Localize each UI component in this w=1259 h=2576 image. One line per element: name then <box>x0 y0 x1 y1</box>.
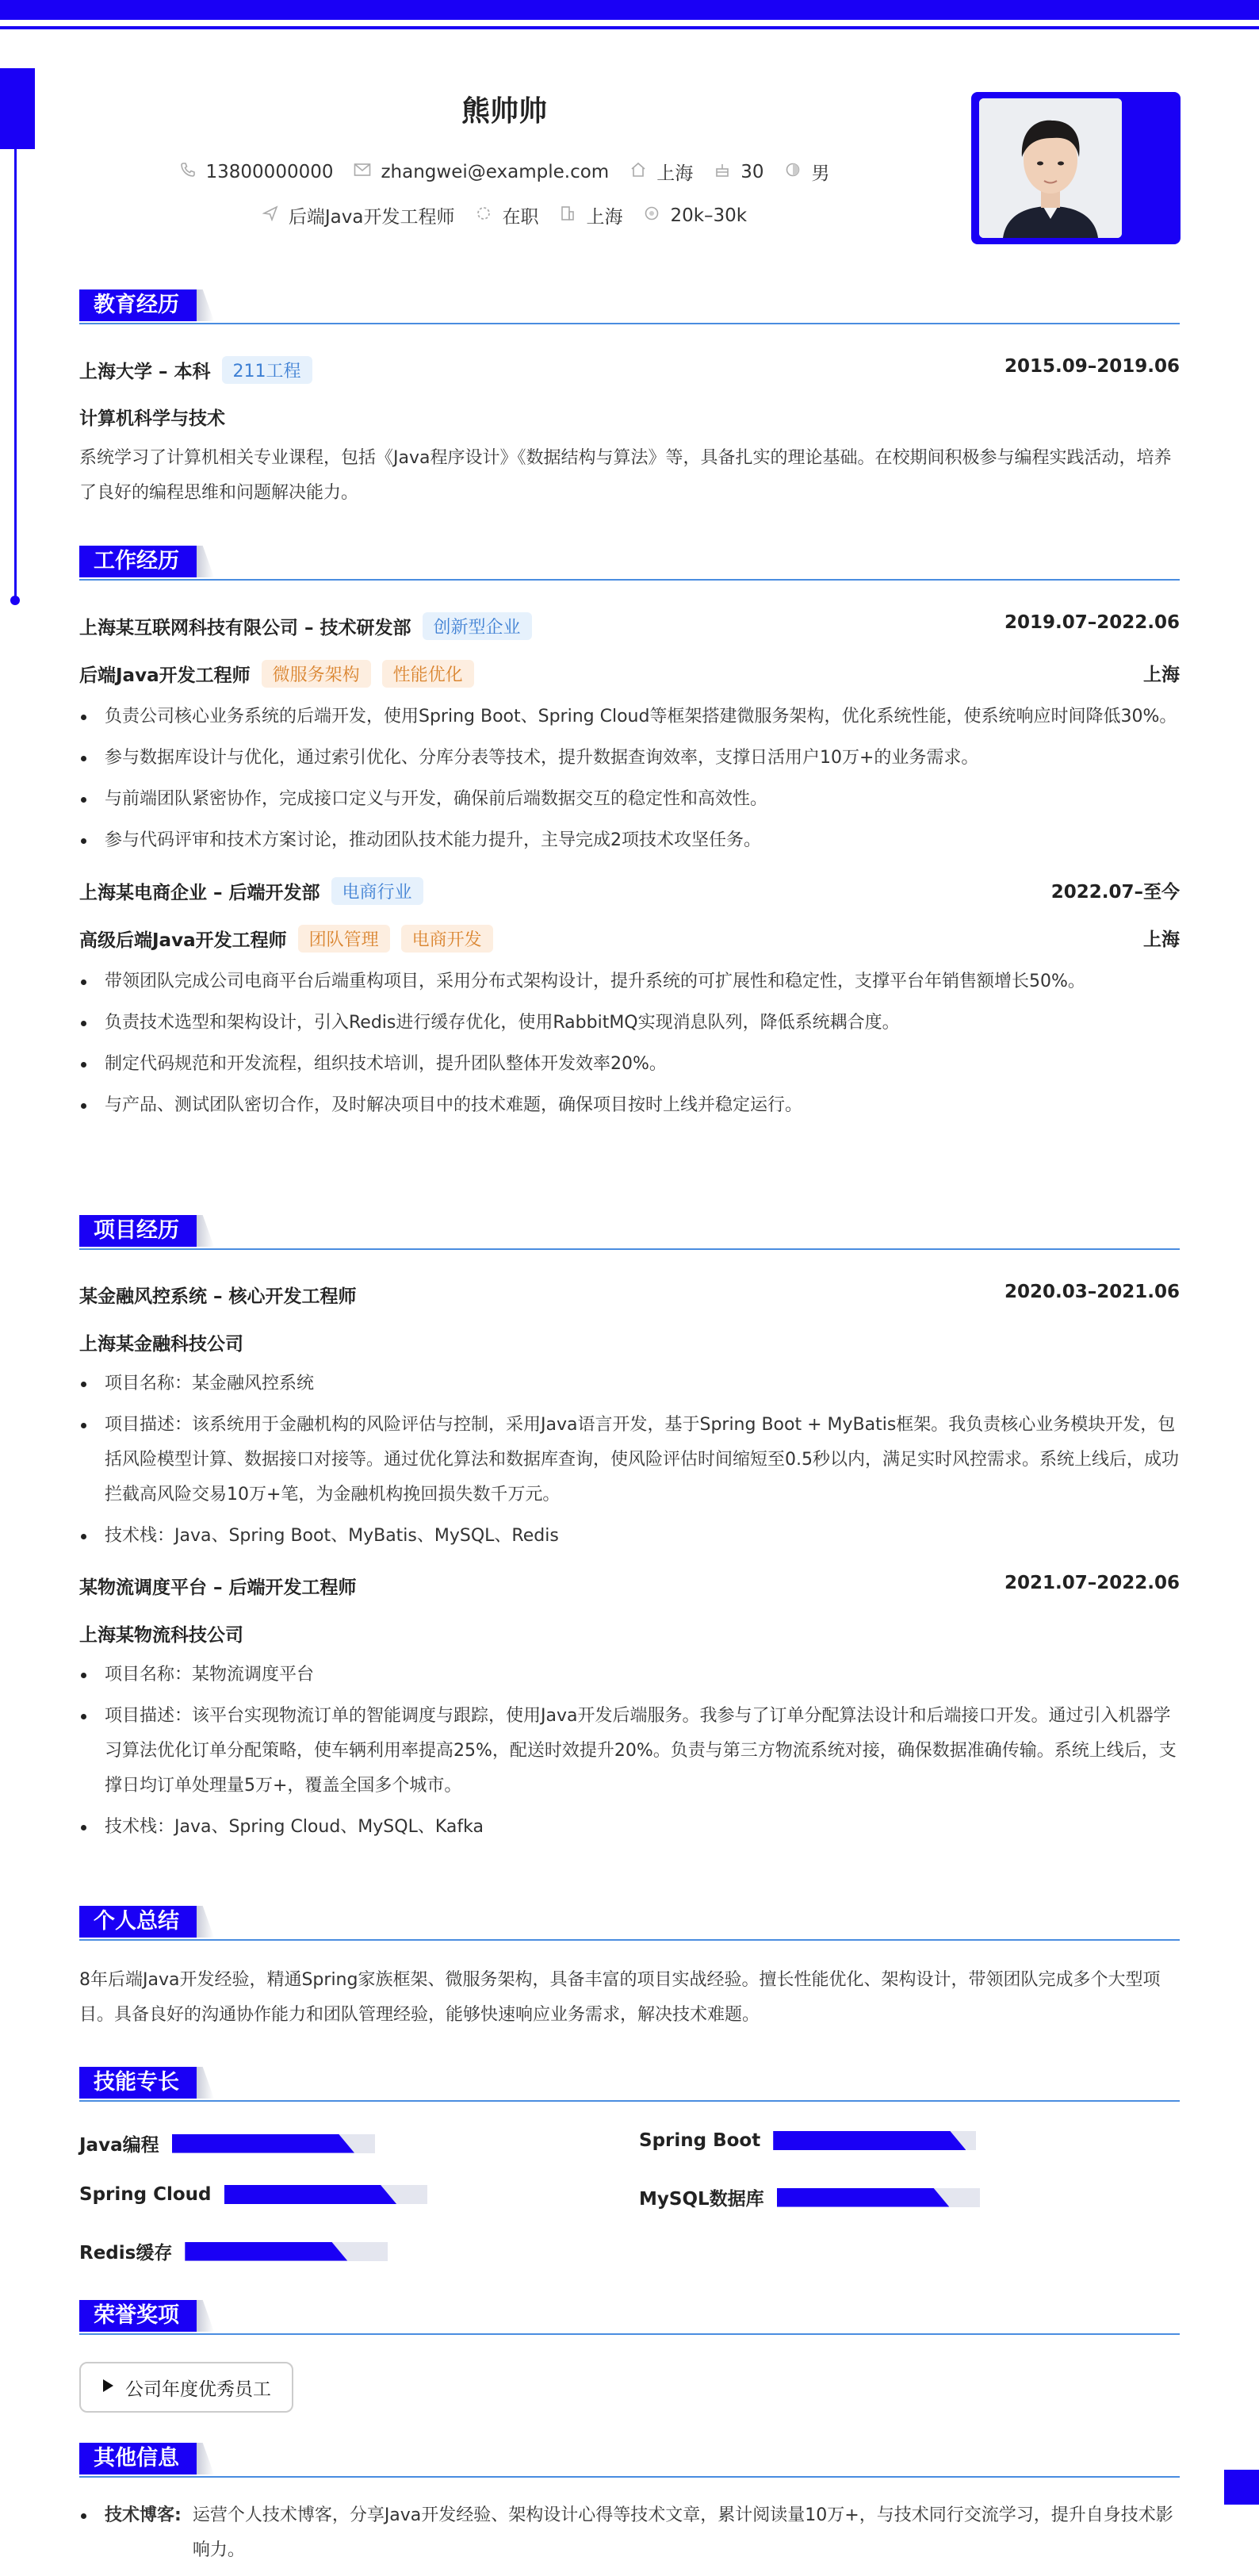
list-item: 参与代码评审和技术方案讨论，推动团队技术能力提升，主导完成2项技术攻坚任务。 <box>79 823 1180 858</box>
skill-item <box>79 2130 375 2156</box>
section-header <box>79 546 1180 581</box>
company-name: 上海某互联网科技有限公司 – 技术研发部 <box>79 618 411 638</box>
list-item: 技术栈：Java、Spring Cloud、MySQL、Kafka <box>79 1810 1180 1845</box>
section-header <box>79 2443 1180 2478</box>
list-item: 带领团队完成公司电商平台后端重构项目，采用分布式架构设计，提升系统的可扩展性和稳定性，支撑平台年销售额增长50%。 <box>79 964 1180 999</box>
other-section <box>79 2443 1180 2574</box>
section-header <box>79 289 1180 324</box>
status-value: 在职 <box>502 207 539 228</box>
skill-bar-fill <box>777 2188 950 2207</box>
company-tag: 电商行业 <box>331 877 423 905</box>
work-location: 上海 <box>1143 665 1180 685</box>
skill-name: Spring Boot <box>639 2130 761 2151</box>
salary-item <box>643 205 747 226</box>
project-entry <box>79 1282 1180 1554</box>
education-description: 系统学习了计算机相关专业课程，包括《Java程序设计》《数据结构与算法》等，具备扎实的理论基础。在校期间积极参与编程实践活动，培养了良好的编程思维和问题解决能力。 <box>79 448 1172 503</box>
top-accent-bar <box>0 0 1259 20</box>
city-item <box>559 202 622 228</box>
email-item <box>354 162 609 182</box>
work-location: 上海 <box>1143 930 1180 950</box>
play-icon <box>101 2377 114 2398</box>
work-bullets <box>79 700 1180 858</box>
section-title-tail <box>197 1906 214 1938</box>
education-entry-header <box>79 356 1180 385</box>
salary-value: 20k–30k <box>670 205 748 226</box>
contact-row <box>79 159 929 185</box>
project-section <box>79 1215 1180 1851</box>
work-entry-header <box>79 877 1180 906</box>
section-title: 其他信息 <box>79 2443 197 2474</box>
candidate-name: 熊帅帅 <box>461 95 547 128</box>
top-accent-line <box>0 26 1259 29</box>
work-bullets <box>79 964 1180 1123</box>
skill-bar-fill <box>172 2134 354 2153</box>
list-item: 负责公司核心业务系统的后端开发，使用Spring Boot、Spring Cloud等框架搭建微服务架构，优化系统性能，使系统响应时间降低30%。 <box>79 700 1180 734</box>
work-entry <box>79 612 1180 858</box>
gender-icon <box>784 162 802 182</box>
section-divider <box>79 1248 1180 1250</box>
project-date: 2021.07–2022.06 <box>1004 1573 1180 1593</box>
major-name: 计算机科学与技术 <box>79 408 225 429</box>
section-title-tail <box>197 2443 214 2474</box>
skill-tag: 团队管理 <box>298 925 390 953</box>
skill-item <box>79 2184 427 2205</box>
work-entry <box>79 877 1180 1123</box>
hometown-value: 上海 <box>656 163 694 184</box>
side-accent-line <box>14 149 17 600</box>
list-item <box>79 2498 1180 2568</box>
skill-bar <box>172 2134 375 2153</box>
list-item: 参与数据库设计与优化，通过索引优化、分库分表等技术，提升数据查询效率，支撑日活用户10万+的业务需求。 <box>79 741 1180 776</box>
loading-icon <box>475 205 492 225</box>
project-company: 上海某金融科技公司 <box>79 1334 243 1355</box>
project-entry <box>79 1573 1180 1845</box>
side-accent-dot <box>10 596 20 605</box>
section-title: 教育经历 <box>79 289 197 321</box>
gender-item <box>784 159 829 185</box>
list-item: 项目描述：该系统用于金融机构的风险评估与控制，采用Java语言开发，基于Spring Boot + MyBatis框架。我负责核心业务模块开发，包括风险模型计算、数据接口对接等。通过优化算法和数据库查询，使风险评估时间缩短至0.5秒以内，满足实时风控需求。系统上线后，成功拦截高风险交易10万+笔，为金融机构挽回损失数千万元。 <box>79 1408 1180 1512</box>
section-title-tail <box>197 289 214 321</box>
email-value: zhangwei@example.com <box>381 161 610 182</box>
skill-bar <box>185 2242 388 2261</box>
skill-bar <box>777 2188 980 2207</box>
section-title-tail <box>197 2067 214 2099</box>
education-section <box>79 289 1180 511</box>
role-name: 高级后端Java开发工程师 <box>79 930 287 951</box>
skill-tag: 性能优化 <box>382 660 474 688</box>
phone-icon <box>179 162 197 182</box>
section-divider <box>79 1939 1180 1941</box>
section-divider <box>79 2100 1180 2102</box>
summary-text: 8年后端Java开发经验，精通Spring家族框架、微服务架构，具备丰富的项目实战经验。擅长性能优化、架构设计，带领团队完成多个大型项目。具备良好的沟通协作能力和团队管理经验，能够快速响应业务需求，解决技术难题。 <box>79 1970 1161 2025</box>
skill-name: Spring Cloud <box>79 2184 212 2205</box>
skill-tag: 电商开发 <box>401 925 493 953</box>
skill-item <box>639 2184 980 2210</box>
side-accent-block <box>0 68 35 149</box>
section-divider <box>79 2333 1180 2335</box>
age-value: 30 <box>740 161 764 182</box>
photo-frame <box>971 92 1181 244</box>
project-title: 某金融风控系统 – 核心开发工程师 <box>79 1286 357 1307</box>
section-title-tail <box>197 2300 214 2332</box>
home-icon <box>630 162 647 182</box>
project-entry-header <box>79 1573 1180 1601</box>
gender-value: 男 <box>811 163 830 184</box>
other-label: 技术博客: <box>105 2505 182 2525</box>
skill-name: Java编程 <box>79 2135 159 2156</box>
list-item: 负责技术选型和架构设计，引入Redis进行缓存优化，使用RabbitMQ实现消息队列，降低系统耦合度。 <box>79 1006 1180 1041</box>
section-divider <box>79 579 1180 581</box>
award-label: 公司年度优秀员工 <box>125 2379 271 2400</box>
section-header <box>79 2300 1180 2335</box>
skill-name: MySQL数据库 <box>639 2189 764 2210</box>
work-entry-header <box>79 612 1180 641</box>
phone-item <box>179 162 334 182</box>
city-value: 上海 <box>586 207 623 228</box>
skill-name: Redis缓存 <box>79 2243 173 2264</box>
skill-bar-fill <box>773 2131 966 2150</box>
mail-icon <box>354 163 371 181</box>
list-item: 与前端团队紧密协作，完成接口定义与开发，确保前后端数据交互的稳定性和高效性。 <box>79 782 1180 817</box>
project-title: 某物流调度平台 – 后端开发工程师 <box>79 1577 357 1598</box>
skills-section <box>79 2067 1180 2281</box>
role-name: 后端Java开发工程师 <box>79 665 251 686</box>
award-item <box>79 2362 293 2413</box>
section-title-tail <box>197 1215 214 1247</box>
project-bullets <box>79 1658 1180 1845</box>
phone-value: 13800000000 <box>205 161 334 182</box>
list-item: 项目名称：某物流调度平台 <box>79 1658 1180 1692</box>
list-item: 与产品、测试团队密切合作，及时解决项目中的技术难题，确保项目按时上线并稳定运行。 <box>79 1088 1180 1123</box>
corner-accent-block <box>1224 2470 1259 2505</box>
profile-photo <box>979 98 1122 238</box>
cake-icon <box>714 162 731 182</box>
section-title-tail <box>197 546 214 577</box>
other-text: 运营个人技术博客，分享Java开发经验、架构设计心得等技术文章，累计阅读量10万+，与技术同行交流学习，提升自身技术影响力。 <box>192 2505 1173 2560</box>
status-item <box>475 202 538 228</box>
section-divider <box>79 323 1180 324</box>
section-header <box>79 2067 1180 2102</box>
section-title: 项目经历 <box>79 1215 197 1247</box>
skill-bar-fill <box>185 2242 347 2261</box>
summary-section <box>79 1906 1180 2033</box>
hometown-item <box>630 159 693 185</box>
position-value: 后端Java开发工程师 <box>288 207 455 228</box>
section-title: 技能专长 <box>79 2067 197 2099</box>
list-item: 项目名称：某金融风控系统 <box>79 1367 1180 1401</box>
work-role-row <box>79 925 1180 953</box>
project-bullets <box>79 1367 1180 1554</box>
position-item <box>262 202 455 228</box>
age-item <box>714 162 763 182</box>
skill-bar-fill <box>224 2185 397 2204</box>
work-section <box>79 546 1180 1129</box>
school-name: 上海大学 – 本科 <box>79 362 211 382</box>
project-date: 2020.03–2021.06 <box>1004 1282 1180 1302</box>
work-role-row <box>79 660 1180 688</box>
job-intent-row <box>79 202 929 228</box>
project-company: 上海某物流科技公司 <box>79 1625 243 1646</box>
section-title: 荣誉奖项 <box>79 2300 197 2332</box>
list-item: 项目描述：该平台实现物流订单的智能调度与跟踪，使用Java开发后端服务。我参与了订单分配算法设计和后端接口开发。通过引入机器学习算法优化订单分配策略，使车辆利用率提高25%，配送时效提升20%。负责与第三方物流系统对接，确保数据准确传输。系统上线后，支撑日均订单处理量5万+，覆盖全国多个城市。 <box>79 1699 1180 1804</box>
company-tag: 创新型企业 <box>423 612 532 640</box>
company-name: 上海某电商企业 – 后端开发部 <box>79 883 320 903</box>
work-date: 2019.07–2022.06 <box>1004 612 1180 633</box>
section-header <box>79 1906 1180 1941</box>
skill-tag: 微服务架构 <box>262 660 371 688</box>
skill-bar <box>224 2185 427 2204</box>
education-date: 2015.09–2019.06 <box>1004 356 1180 377</box>
school-tag: 211工程 <box>222 356 312 384</box>
coin-icon <box>643 205 660 225</box>
section-title: 工作经历 <box>79 546 197 577</box>
list-item: 制定代码规范和开发流程，组织技术培训，提升团队整体开发效率20%。 <box>79 1047 1180 1082</box>
work-date: 2022.07–至今 <box>1050 882 1180 903</box>
other-list <box>79 2498 1180 2568</box>
skill-bar <box>773 2131 976 2150</box>
skill-item <box>639 2130 976 2151</box>
building-icon <box>559 205 576 225</box>
section-title: 个人总结 <box>79 1906 197 1938</box>
section-header <box>79 1215 1180 1250</box>
project-entry-header <box>79 1282 1180 1310</box>
skill-item <box>79 2238 388 2264</box>
send-icon <box>262 205 279 225</box>
list-item: 技术栈：Java、Spring Boot、MyBatis、MySQL、Redis <box>79 1519 1180 1554</box>
section-divider <box>79 2476 1180 2478</box>
